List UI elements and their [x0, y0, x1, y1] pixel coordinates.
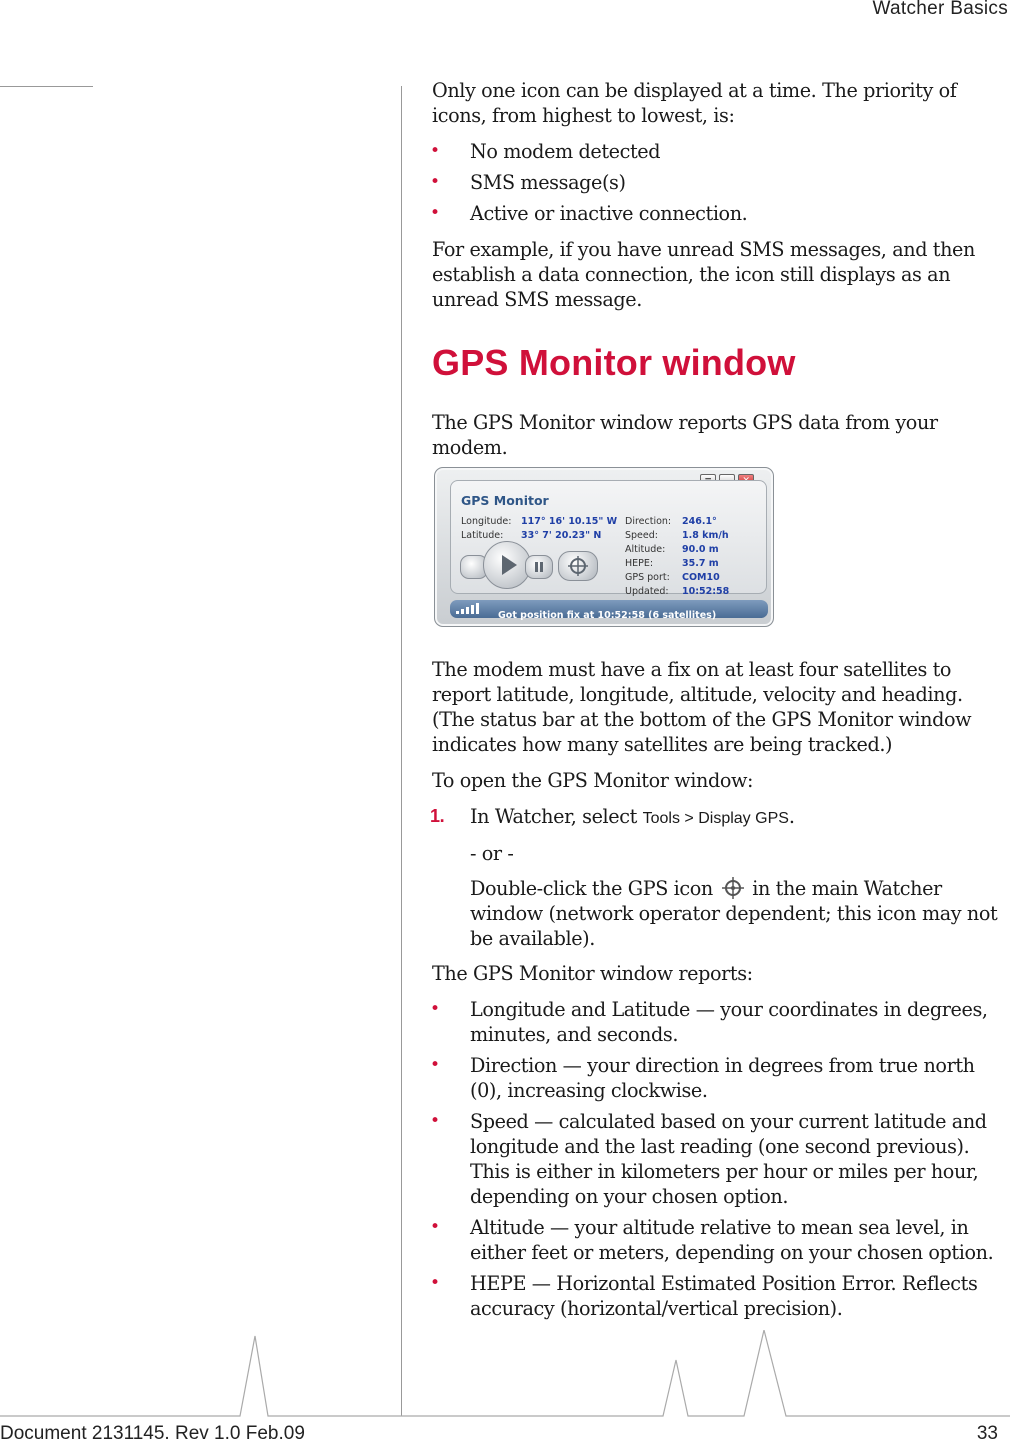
- list-item: • Active or inactive connection.: [430, 202, 748, 225]
- bullet-icon: •: [430, 203, 440, 223]
- fix-paragraph: The modem must have a fix on at least four satellites to report latitude, longitude, altitude, velocity and heading. (The status bar at the bottom of the GPS Monitor window indicates how many satellites are being tracked.): [432, 658, 972, 756]
- latitude-label: Latitude:: [461, 530, 504, 541]
- bullet-icon: •: [430, 1273, 440, 1293]
- intro-paragraph: Only one icon can be displayed at a time. The priority of icons, from highest to lowest, is:: [432, 79, 957, 127]
- bullet-icon: •: [430, 1111, 440, 1131]
- running-header: Watcher Basics: [872, 0, 1008, 19]
- gps-monitor-screenshot: [434, 467, 774, 627]
- gps-panel: [450, 480, 767, 597]
- altitude-label: Altitude:: [625, 544, 666, 555]
- reports-intro: The GPS Monitor window reports:: [432, 962, 753, 985]
- list-item: • Direction — your direction in degrees from true north (0), increasing clockwise.: [430, 1054, 975, 1102]
- or-separator: - or -: [470, 842, 514, 865]
- altitude-value: 90.0 m: [682, 544, 719, 555]
- example-paragraph: For example, if you have unread SMS messages, and then establish a data connection, the icon still displays as an unread SMS message.: [432, 238, 975, 311]
- bullet-icon: •: [430, 141, 440, 161]
- margin-rule: [401, 86, 402, 1416]
- list-item: • Altitude — your altitude relative to mean sea level, in either feet or meters, depending on your chosen option.: [430, 1216, 994, 1264]
- footer-wave: [0, 1330, 1010, 1425]
- hepe-value: 35.7 m: [682, 558, 719, 569]
- signal-bar: [461, 609, 464, 614]
- signal-bar: [471, 605, 474, 614]
- status-bar: [450, 600, 768, 621]
- longitude-label: Longitude:: [461, 516, 512, 527]
- latitude-value: 33° 7' 20.23" N: [521, 530, 602, 541]
- pause-icon: [526, 556, 552, 578]
- step-number: 1.: [430, 806, 445, 826]
- open-instructions: To open the GPS Monitor window:: [432, 769, 754, 792]
- locate-button[interactable]: [558, 551, 598, 581]
- direction-label: Direction:: [625, 516, 672, 527]
- step-text: In Watcher, select: [470, 805, 637, 828]
- speed-label: Speed:: [625, 530, 658, 541]
- step-period: .: [788, 805, 795, 828]
- list-item: • Longitude and Latitude — your coordinates in degrees, minutes, and seconds.: [430, 998, 988, 1046]
- longitude-value: 117° 16' 10.15" W: [521, 516, 618, 527]
- menu-path: Tools > Display GPS: [642, 810, 789, 827]
- play-icon: [484, 542, 530, 588]
- play-button[interactable]: [483, 541, 531, 589]
- updated-value: 10:52:58: [682, 586, 730, 597]
- main-content: [432, 78, 1010, 1327]
- page-number: 33: [976, 1423, 998, 1444]
- double-click-instruction: [432, 876, 1010, 951]
- signal-bar: [466, 607, 469, 614]
- step-1: [432, 804, 1010, 831]
- hepe-label: HEPE:: [625, 558, 654, 569]
- status-text: Got position fix at 10:52:58 (6 satellites): [498, 610, 717, 621]
- bullet-icon: •: [430, 172, 440, 192]
- signal-icon: [456, 611, 459, 614]
- bullet-icon: •: [430, 999, 440, 1019]
- instruction-post: in the main Watcher window (network operator dependent; this icon may not be available).: [470, 877, 998, 950]
- updated-label: Updated:: [625, 586, 669, 597]
- bullet-icon: •: [430, 1055, 440, 1075]
- list-item: • Speed — calculated based on your current latitude and longitude and the last reading (one second previous). This is either in kilometers per hour or miles per hour, depending on your chosen option.: [430, 1110, 987, 1208]
- section-intro: The GPS Monitor window reports GPS data from your modem.: [432, 411, 938, 459]
- speed-value: 1.8 km/h: [682, 530, 729, 541]
- crosshair-icon: [559, 552, 597, 580]
- pause-button[interactable]: [525, 555, 553, 579]
- gps-window-title: GPS Monitor: [461, 493, 549, 508]
- bullet-icon: •: [430, 1217, 440, 1237]
- instruction-pre: Double-click the GPS icon: [470, 877, 713, 900]
- footer-document: Document 2131145. Rev 1.0 Feb.09: [0, 1423, 305, 1444]
- signal-bar: [476, 603, 479, 614]
- direction-value: 246.1°: [682, 516, 717, 527]
- gps-port-value: COM10: [682, 572, 720, 583]
- list-item: • HEPE — Horizontal Estimated Position Error. Reflects accuracy (horizontal/vertical precision).: [430, 1272, 978, 1320]
- header-rule: [0, 86, 93, 87]
- section-title: GPS Monitor window: [432, 342, 796, 383]
- gps-port-label: GPS port:: [625, 572, 670, 583]
- gps-crosshair-icon: [721, 876, 745, 900]
- list-item: • No modem detected: [430, 140, 661, 163]
- list-item: • SMS message(s): [430, 171, 626, 194]
